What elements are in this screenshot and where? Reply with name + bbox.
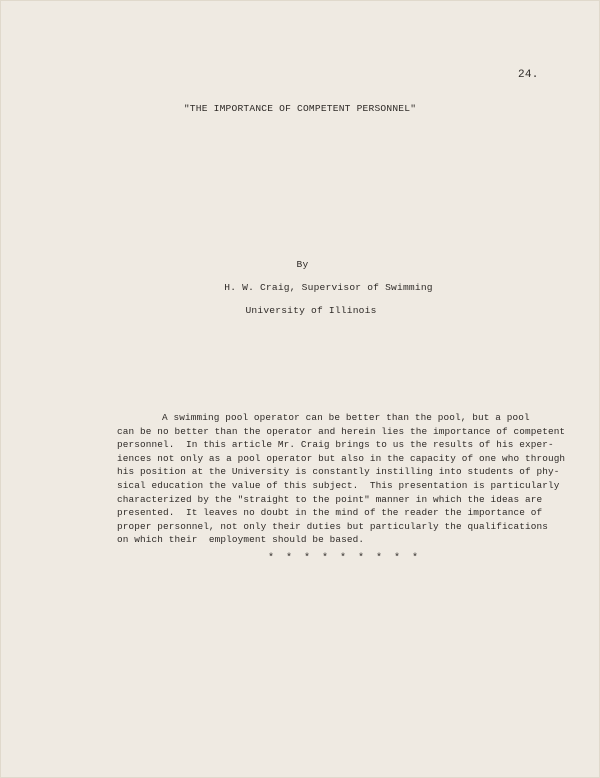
abstract-line: can be no better than the operator and herein lies the importance of competent bbox=[117, 425, 566, 437]
byline bbox=[0, 257, 600, 326]
article-title: "THE IMPORTANCE OF COMPETENT PERSONNEL" bbox=[183, 103, 417, 114]
abstract-line: personnel. In this article Mr. Craig brings to us the results of his exper- bbox=[117, 439, 554, 451]
abstract-line: on which their employment should be based. bbox=[117, 534, 365, 546]
abstract-line: A swimming pool operator can be better than the pool, but a pool bbox=[162, 412, 530, 423]
byline-author: H. W. Craig, Supervisor of Swimming bbox=[224, 282, 433, 293]
abstract-line: proper personnel, not only their duties but particularly the qualifications bbox=[117, 520, 548, 532]
abstract-line: iences not only as a pool operator but also in the capacity of one who through bbox=[117, 452, 566, 464]
abstract-line: sical education the value of this subject. This presentation is particularly bbox=[117, 479, 560, 491]
abstract-line: characterized by the "straight to the point" manner in which the ideas are bbox=[117, 493, 543, 505]
page-number: 24. bbox=[518, 69, 539, 81]
byline-institution: University of Illinois bbox=[245, 305, 377, 316]
byline-by: By bbox=[296, 259, 309, 270]
section-separator: * * * * * * * * * bbox=[268, 553, 422, 564]
abstract-line: his position at the University is constantly instilling into students of phy- bbox=[117, 466, 560, 478]
abstract-paragraph bbox=[117, 411, 566, 547]
abstract-line: presented. It leaves no doubt in the mind of the reader the importance of bbox=[117, 507, 543, 519]
